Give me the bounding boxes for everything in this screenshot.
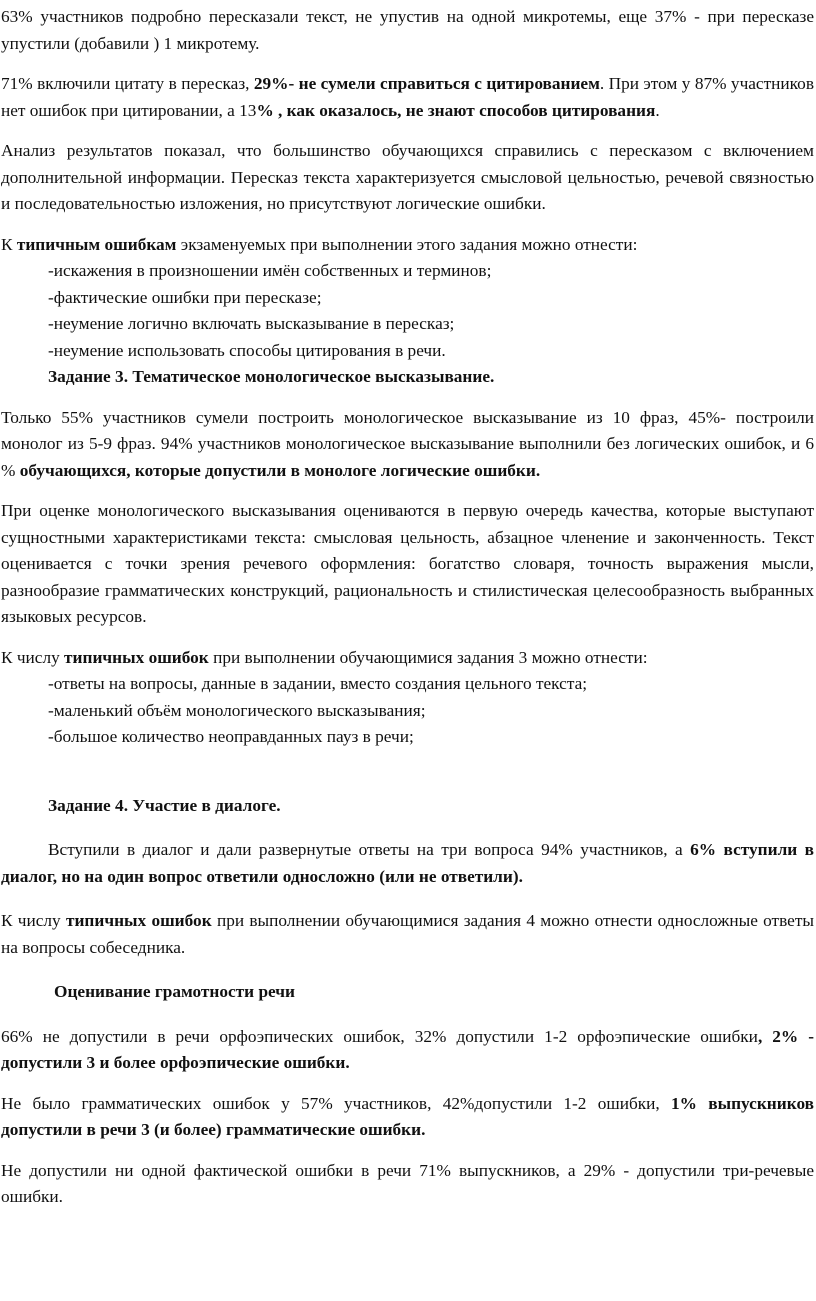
paragraph-typical-errors-intro — [1, 232, 814, 259]
bold-run: , 2% - допустили 3 и более орфоэпические ошибки. — [1, 1026, 814, 1072]
text-run: К числу — [1, 647, 65, 667]
task4-heading: Задание 4. Участие в диалоге. — [48, 795, 281, 815]
bold-run: % , как оказалось, не знают способов цитирования — [256, 100, 656, 120]
paragraph-grammatical — [1, 1091, 814, 1144]
text-run: . При этом у 87% участников нет ошибок при цитировании, а 13 — [1, 74, 814, 120]
paragraph-citation — [1, 71, 814, 124]
bold-run: типичным ошибкам — [16, 234, 177, 254]
text-run: 66% не допустили в речи орфоэпических ошибок, 32% допустили 1-2 орфоэпические ошибки — [1, 1026, 758, 1046]
paragraph-task3-errors-intro — [1, 645, 814, 672]
paragraph-text: Не допустили ни одной фактической ошибки в речи 71% выпускников, а 29% - допустили три-речевые ошибки. — [1, 1160, 814, 1206]
bold-run: 6% вступили в диалог, но на один вопрос ответили односложно (или не ответили). — [1, 840, 815, 886]
bold-run: 1% выпускников допустили в речи 3 (и более) грамматические ошибки. — [1, 1093, 814, 1139]
paragraph-text: При оценке монологического высказывания оцениваются в первую очередь качества, которые выступают сущностными характеристиками текста: смысловая цельность, абзацное членение и законченность. Текст оценивается с точки зрения речевого оформления: богатство словаря, точность выражения мысли, разнообразие грамматических конструкций, рациональность и стилистическая целесообразность выбранных языковых ресурсов. — [1, 501, 814, 626]
paragraph-monologue-results — [1, 405, 814, 485]
paragraph-factual — [1, 1158, 814, 1211]
paragraph-task4-errors — [1, 908, 814, 961]
text-run: . — [655, 100, 660, 120]
bold-run: обучающихся, которые допустили в монологе логические ошибки. — [19, 460, 541, 480]
text-run: Не было грамматических ошибок у 57% участников, 42%допустили 1-2 ошибки, — [1, 1093, 672, 1113]
document-page — [1, 4, 814, 1211]
task3-heading: Задание 3. Тематическое монологическое высказывание. — [48, 367, 495, 386]
text-run: Вступили в диалог и дали развернутые ответы на три вопроса 94% участников, а — [48, 840, 691, 859]
text-run: К — [1, 234, 17, 254]
text-run: при выполнении обучающимися задания 4 можно отнести односложные ответы на вопросы собеседника. — [1, 911, 814, 957]
list-item: -большое количество неоправданных пауз в речи; — [48, 727, 414, 746]
text-run: К числу — [1, 911, 66, 930]
paragraph-dialogue-results — [1, 837, 814, 890]
list-item: -фактические ошибки при пересказе; — [48, 287, 322, 307]
paragraph-monologue-criteria — [1, 498, 814, 631]
text-run: 71% включили цитату в пересказ, — [1, 74, 254, 93]
list-item: -ответы на вопросы, данные в задании, вместо создания цельного текста; — [48, 674, 588, 693]
bold-run: 29%- не сумели справиться с цитированием — [253, 74, 600, 93]
bold-run: типичных ошибок — [64, 647, 209, 667]
paragraph-retelling-microtopics — [1, 4, 814, 57]
text-run: при выполнении обучающимися задания 3 можно отнести: — [208, 647, 648, 667]
list-item: -маленький объём монологического высказывания; — [48, 700, 426, 720]
list-item: -искажения в произношении имён собственных и терминов; — [48, 261, 492, 280]
paragraph-orthoepic — [1, 1024, 814, 1077]
text-run: Только 55% участников сумели построить монологическое высказывание из 10 фраз, 45%- построили монолог из 5-9 фраз. 94% участников монологическое высказывание выполнили без логических ошибок, и 6 % — [1, 407, 814, 480]
paragraph-text: 63% участников подробно пересказали текст, не упустив на одной микротемы, еще 37% - при пересказе упустили (добавили ) 1 микротему. — [1, 7, 814, 53]
text-run: экзаменуемых при выполнении этого задания можно отнести: — [176, 234, 638, 254]
paragraph-text: Анализ результатов показал, что большинство обучающихся справились с пересказом с включением дополнительной информации. Пересказ текста характеризуется смысловой цельностью, речевой связностью и последовательностью изложения, но присутствуют логические ошибки. — [1, 141, 814, 213]
bold-run: типичных ошибок — [65, 911, 212, 930]
grammar-heading: Оценивание грамотности речи — [54, 982, 295, 1001]
list-item: -неумение использовать способы цитирования в речи. — [48, 340, 446, 360]
paragraph-analysis — [1, 138, 814, 218]
list-item: -неумение логично включать высказывание в пересказ; — [48, 314, 455, 333]
